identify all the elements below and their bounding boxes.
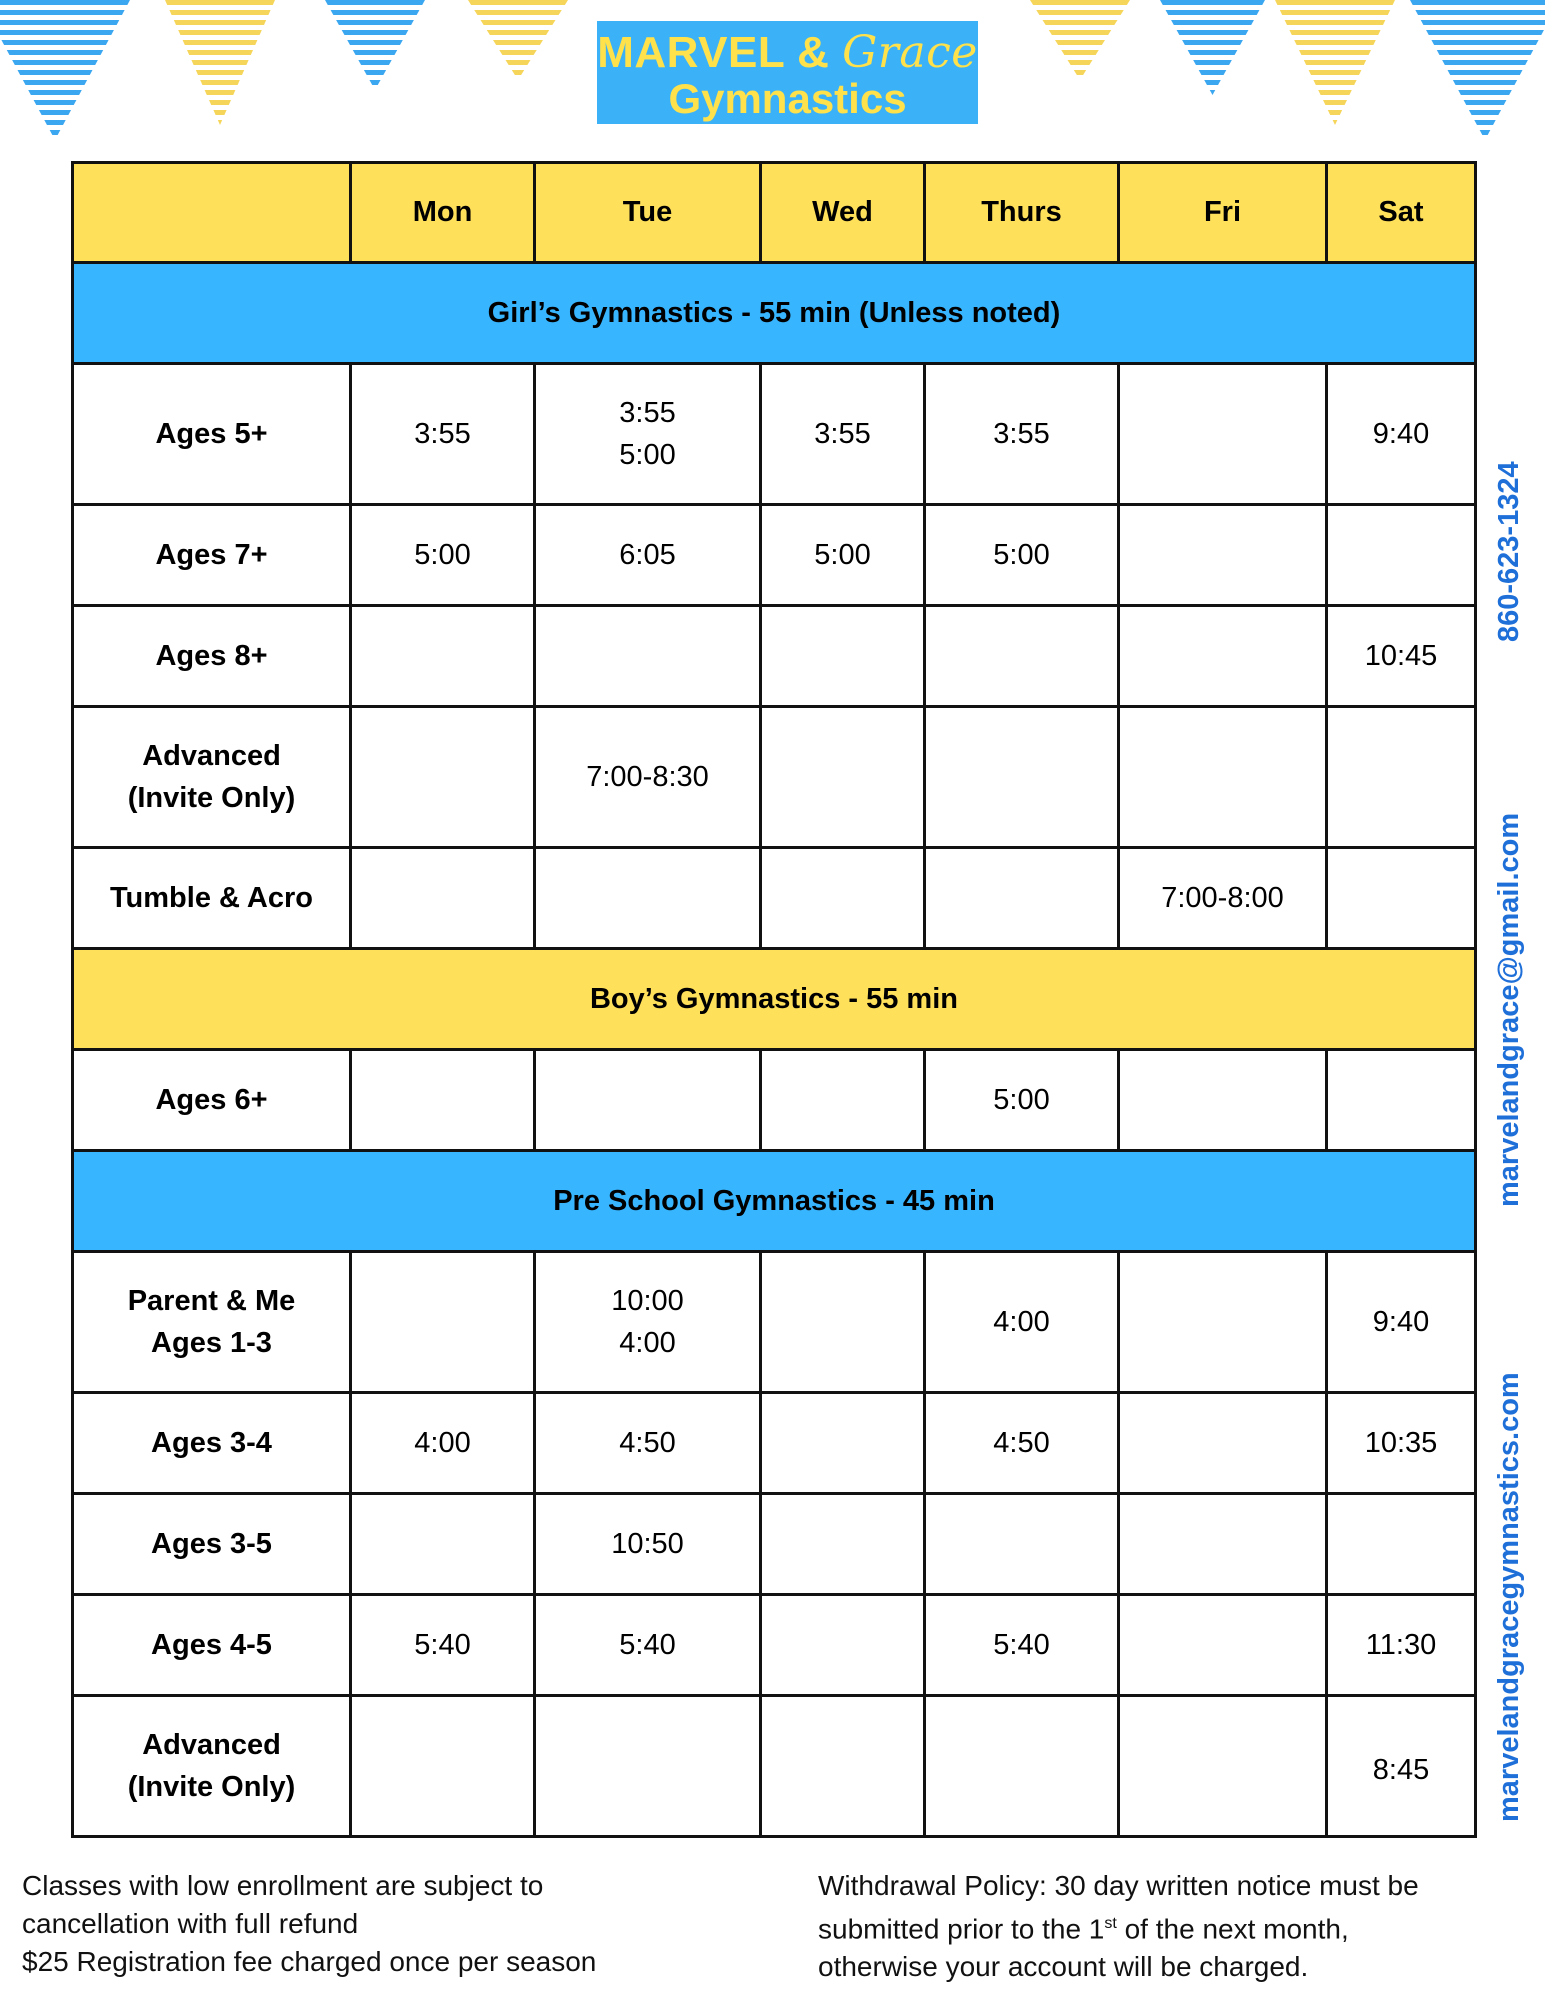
schedule-row xyxy=(73,707,1476,848)
time-cell xyxy=(761,1696,925,1837)
time-cell: 9:40 xyxy=(1327,364,1476,505)
logo-subtitle: Gymnastics xyxy=(668,75,907,122)
time-cell xyxy=(1119,1252,1327,1393)
time-cell xyxy=(1119,1494,1327,1595)
time-cell: 4:50 xyxy=(925,1393,1119,1494)
time-cell: 3:55 xyxy=(925,364,1119,505)
row-label: Ages 5+ xyxy=(73,364,351,505)
time-cell: 10:45 xyxy=(1327,606,1476,707)
pennant-decoration xyxy=(325,0,425,90)
header-row xyxy=(73,163,1476,263)
time-cell xyxy=(925,707,1119,848)
row-label: Ages 8+ xyxy=(73,606,351,707)
email-link[interactable]: marvelandgrace@gmail.com xyxy=(1493,812,1525,1207)
time-cell xyxy=(761,1050,925,1151)
section-row xyxy=(73,263,1476,364)
time-cell: 3:55 xyxy=(351,364,535,505)
pennant-decoration xyxy=(165,0,275,125)
footer-line: Classes with low enrollment are subject to xyxy=(22,1870,544,1901)
time-cell: 9:40 xyxy=(1327,1252,1476,1393)
footer-line: Withdrawal Policy: 30 day written notice must be xyxy=(818,1870,1419,1901)
day-header: Wed xyxy=(761,163,925,263)
website-link[interactable]: marvelandgracegymnastics.com xyxy=(1493,1372,1525,1822)
time-cell xyxy=(535,606,761,707)
time-cell xyxy=(1327,505,1476,606)
time-cell xyxy=(925,1494,1119,1595)
time-cell xyxy=(1119,505,1327,606)
row-label: Ages 6+ xyxy=(73,1050,351,1151)
time-cell: 10:00 4:00 xyxy=(535,1252,761,1393)
time-cell xyxy=(761,1252,925,1393)
time-cell: 4:50 xyxy=(535,1393,761,1494)
time-cell: 11:30 xyxy=(1327,1595,1476,1696)
time-cell: 5:00 xyxy=(761,505,925,606)
time-cell xyxy=(351,1252,535,1393)
time-cell xyxy=(925,606,1119,707)
time-cell xyxy=(535,1050,761,1151)
day-header: Fri xyxy=(1119,163,1327,263)
schedule-row xyxy=(73,1494,1476,1595)
time-cell: 5:40 xyxy=(925,1595,1119,1696)
row-label: Advanced (Invite Only) xyxy=(73,1696,351,1837)
row-label: Advanced (Invite Only) xyxy=(73,707,351,848)
schedule-row xyxy=(73,1252,1476,1393)
time-cell xyxy=(1119,1050,1327,1151)
time-cell xyxy=(1119,1595,1327,1696)
time-cell xyxy=(1327,1050,1476,1151)
time-cell xyxy=(535,848,761,949)
schedule-row xyxy=(73,505,1476,606)
section-title: Girl’s Gymnastics - 55 min (Unless noted) xyxy=(73,263,1476,364)
schedule-row xyxy=(73,1595,1476,1696)
time-cell: 5:00 xyxy=(925,505,1119,606)
section-row xyxy=(73,1151,1476,1252)
time-cell xyxy=(535,1696,761,1837)
time-cell: 3:55 xyxy=(761,364,925,505)
schedule-row xyxy=(73,848,1476,949)
schedule-row xyxy=(73,1050,1476,1151)
schedule-row xyxy=(73,364,1476,505)
time-cell xyxy=(1327,707,1476,848)
time-cell: 8:45 xyxy=(1327,1696,1476,1837)
time-cell: 7:00-8:00 xyxy=(1119,848,1327,949)
time-cell xyxy=(1119,606,1327,707)
time-cell xyxy=(1119,364,1327,505)
time-cell: 6:05 xyxy=(535,505,761,606)
day-header: Mon xyxy=(351,163,535,263)
pennant-decoration xyxy=(1030,0,1130,80)
time-cell: 3:55 5:00 xyxy=(535,364,761,505)
time-cell: 5:40 xyxy=(351,1595,535,1696)
row-label: Ages 3-4 xyxy=(73,1393,351,1494)
section-title: Boy’s Gymnastics - 55 min xyxy=(73,949,1476,1050)
section-row xyxy=(73,949,1476,1050)
time-cell xyxy=(761,848,925,949)
pennant-decoration xyxy=(1160,0,1265,95)
time-cell: 4:00 xyxy=(925,1252,1119,1393)
time-cell xyxy=(1119,1696,1327,1837)
pennant-decoration xyxy=(468,0,568,80)
time-cell xyxy=(761,606,925,707)
time-cell xyxy=(761,1595,925,1696)
schedule-table xyxy=(71,161,1477,1838)
pennant-decoration xyxy=(0,0,130,140)
day-header: Tue xyxy=(535,163,761,263)
day-header: Sat xyxy=(1327,163,1476,263)
row-label: Parent & Me Ages 1-3 xyxy=(73,1252,351,1393)
time-cell xyxy=(351,707,535,848)
logo-brand: MARVEL & Grace xyxy=(597,27,978,78)
time-cell: 5:40 xyxy=(535,1595,761,1696)
footer-line: cancellation with full refund xyxy=(22,1908,359,1939)
time-cell xyxy=(351,1494,535,1595)
time-cell: 4:00 xyxy=(351,1393,535,1494)
section-title: Pre School Gymnastics - 45 min xyxy=(73,1151,1476,1252)
footer-notes-left xyxy=(22,1867,596,1981)
logo xyxy=(597,21,978,124)
row-label: Ages 3-5 xyxy=(73,1494,351,1595)
time-cell: 10:50 xyxy=(535,1494,761,1595)
day-header: Thurs xyxy=(925,163,1119,263)
time-cell: 5:00 xyxy=(925,1050,1119,1151)
phone-number[interactable]: 860-623-1324 xyxy=(1493,461,1525,642)
time-cell xyxy=(925,848,1119,949)
time-cell xyxy=(351,606,535,707)
time-cell xyxy=(1119,1393,1327,1494)
time-cell: 7:00-8:30 xyxy=(535,707,761,848)
time-cell xyxy=(925,1696,1119,1837)
schedule-row xyxy=(73,1696,1476,1837)
footer-line: $25 Registration fee charged once per season xyxy=(22,1946,597,1977)
pennant-decoration xyxy=(1275,0,1395,125)
time-cell xyxy=(1327,1494,1476,1595)
schedule-row xyxy=(73,1393,1476,1494)
time-cell xyxy=(761,707,925,848)
time-cell xyxy=(761,1393,925,1494)
header-corner xyxy=(73,163,351,263)
schedule-row xyxy=(73,606,1476,707)
time-cell xyxy=(761,1494,925,1595)
time-cell: 10:35 xyxy=(1327,1393,1476,1494)
time-cell: 5:00 xyxy=(351,505,535,606)
row-label: Ages 4-5 xyxy=(73,1595,351,1696)
time-cell xyxy=(1327,848,1476,949)
withdrawal-policy xyxy=(818,1867,1419,1986)
time-cell xyxy=(351,1696,535,1837)
pennant-decoration xyxy=(1410,0,1545,140)
row-label: Ages 7+ xyxy=(73,505,351,606)
footer-line: submitted prior to the 1st of the next month, xyxy=(818,1913,1349,1945)
footer-line: otherwise your account will be charged. xyxy=(818,1951,1309,1983)
time-cell xyxy=(1119,707,1327,848)
row-label: Tumble & Acro xyxy=(73,848,351,949)
time-cell xyxy=(351,848,535,949)
time-cell xyxy=(351,1050,535,1151)
